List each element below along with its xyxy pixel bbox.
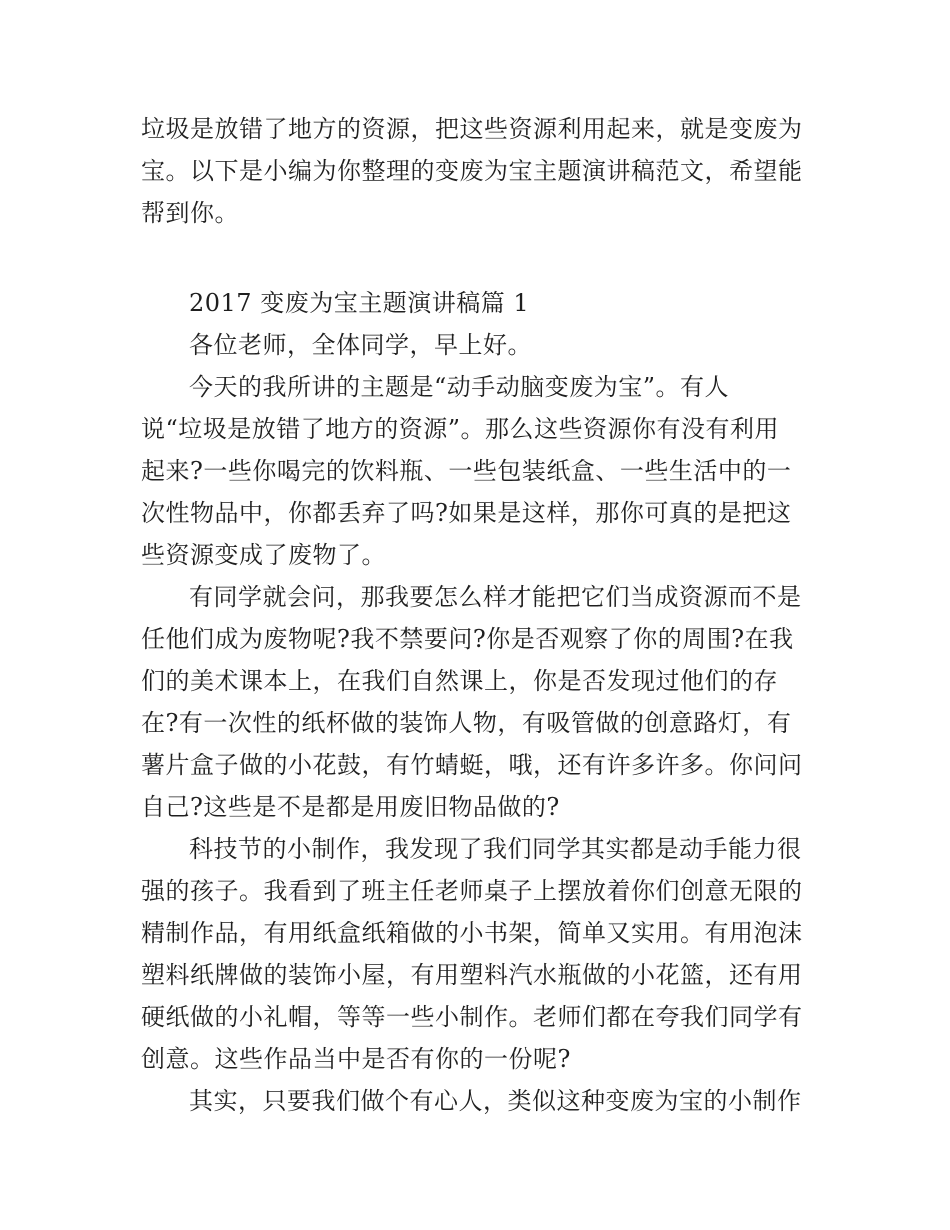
text-line: 垃圾是放错了地方的资源，把这些资源利用起来，就是变废为 [141,115,803,143]
text-line: 帮到你。 [141,199,239,227]
text-line: 硬纸做的小礼帽，等等一些小制作。老师们都在夸我们同学有 [141,1003,803,1031]
text-line: 说“垃圾是放错了地方的资源”。那么这些资源你有没有利用 [141,415,780,443]
text-line: 有同学就会问，那我要怎么样才能把它们当成资源而不是 [189,583,802,611]
paragraph-4 [141,1080,813,1122]
text-line: 塑料纸牌做的装饰小屋，有用塑料汽水瓶做的小花篮，还有用 [141,961,803,989]
speech-body [141,282,813,1122]
text-line: 们的美术课本上，在我们自然课上，你是否发现过他们的存 [141,667,778,695]
text-line: 些资源变成了废物了。 [141,541,386,569]
text-line: 起来?一些你喝完的饮料瓶、一些包装纸盒、一些生活中的一 [141,457,792,485]
text-line: 强的孩子。我看到了班主任老师桌子上摆放着你们创意无限的 [141,877,803,905]
paragraph-2 [141,576,813,828]
intro-paragraph [141,108,813,234]
text-line: 薯片盒子做的小花鼓，有竹蜻蜓，哦，还有许多许多。你问问 [141,751,803,779]
speech-heading: 2017 变废为宝主题演讲稿篇 1 [189,289,530,317]
text-line: 精制作品，有用纸盒纸箱做的小书架，简单又实用。有用泡沫 [141,919,803,947]
text-line: 今天的我所讲的主题是“动手动脑变废为宝”。有人 [189,373,730,401]
text-line: 科技节的小制作，我发现了我们同学其实都是动手能力很 [189,835,802,863]
text-line: 其实，只要我们做个有心人，类似这种变废为宝的小制作 [189,1087,802,1115]
paragraph-3 [141,828,813,1080]
text-line: 在?有一次性的纸杯做的装饰人物，有吸管做的创意路灯，有 [141,709,792,737]
text-line: 宝。以下是小编为你整理的变废为宝主题演讲稿范文，希望能 [141,157,803,185]
text-line: 次性物品中，你都丢弃了吗?如果是这样，那你可真的是把这 [141,499,792,527]
text-line: 自己?这些是不是都是用废旧物品做的? [141,793,560,821]
text-line: 任他们成为废物呢?我不禁要问?你是否观察了你的周围?在我 [141,625,794,653]
paragraph-1 [141,366,813,576]
greeting-line: 各位老师，全体同学，早上好。 [189,331,532,359]
text-line: 创意。这些作品当中是否有你的一份呢? [141,1045,571,1073]
